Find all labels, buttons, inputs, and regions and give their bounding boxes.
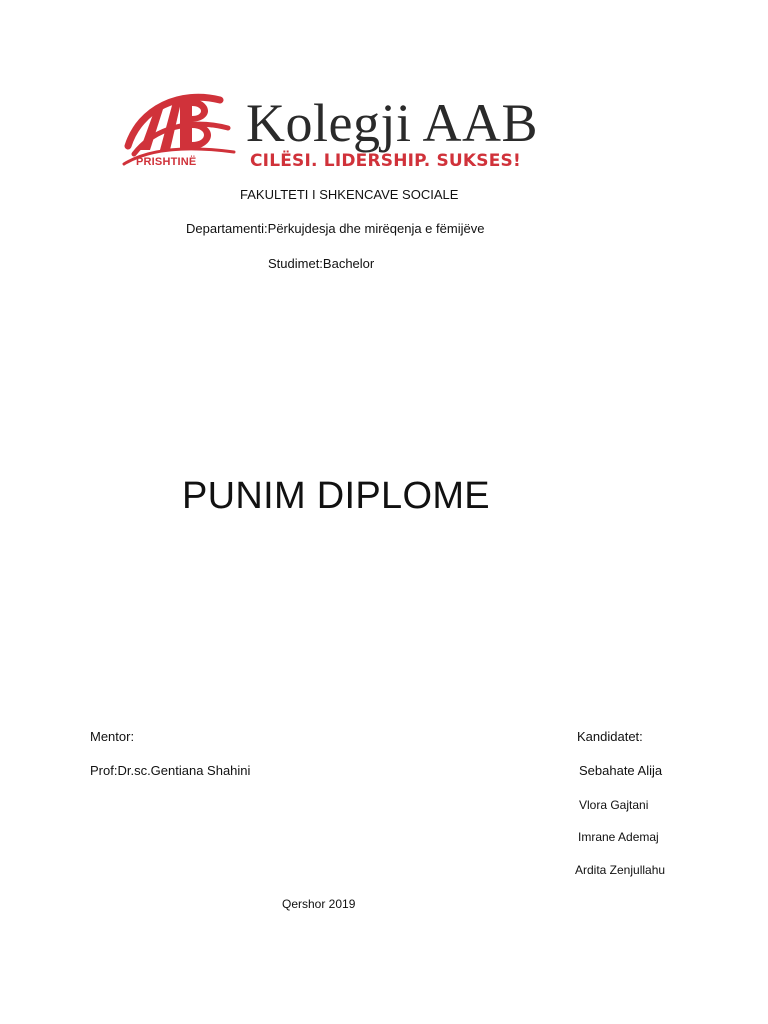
- document-title: PUNIM DIPLOME: [182, 475, 490, 517]
- mentor-label: Mentor:: [90, 729, 135, 744]
- mentor-name: Prof:Dr.sc.Gentiana Shahini: [90, 763, 251, 778]
- logo-city: PRISHTINË: [136, 156, 197, 168]
- department-name: Departamenti:Përkujdesja dhe mirëqenja e fëmijëve: [186, 221, 485, 236]
- studies-level: Studimet:Bachelor: [268, 256, 375, 271]
- submission-date: Qershor 2019: [282, 897, 356, 911]
- candidates-label: Kandidatet:: [577, 729, 643, 744]
- logo-tagline: CILËSI. LIDERSHIP. SUKSES!: [250, 151, 521, 171]
- candidate-name: Vlora Gajtani: [579, 798, 649, 812]
- candidate-name: Sebahate Alija: [579, 763, 663, 778]
- faculty-name: FAKULTETI I SHKENCAVE SOCIALE: [240, 187, 459, 202]
- candidate-name: Imrane Ademaj: [578, 830, 659, 844]
- logo-title: Kolegji AAB: [246, 93, 539, 153]
- candidate-name: Ardita Zenjullahu: [575, 863, 666, 877]
- college-logo: [120, 88, 540, 178]
